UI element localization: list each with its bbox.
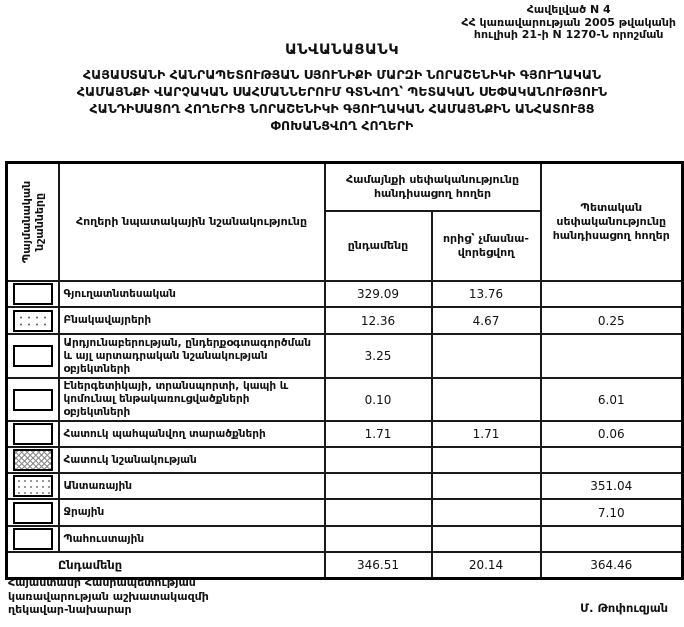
signatory-title-line: Հայաստանի Հանրապետության: [8, 576, 196, 589]
total-label: Ընդամենը: [7, 552, 325, 578]
state-value: 7.10: [541, 499, 683, 526]
legend-symbol: [13, 310, 53, 332]
legend-symbol: [13, 502, 53, 524]
legend-symbol-cell: [7, 281, 59, 307]
land-category-label: Հատուկ նշանակության: [59, 447, 325, 473]
header-symbols-label: Պայմանական նշանները: [19, 180, 46, 264]
document-title: [0, 66, 684, 134]
signatory-name: Մ. Թոփուզյան: [580, 601, 668, 615]
header-state: Պետական սեփականությունը հանդիսացող հողեր: [541, 163, 683, 282]
land-category-label: Էներգետիկայի, տրանսպորտի, կապի և կոմունալ ենթակառուցվածքների օբյեկտների: [59, 378, 325, 421]
land-category-label: Բնակավայրերի: [59, 307, 325, 334]
state-value: [541, 281, 683, 307]
table-row: [7, 334, 683, 378]
land-category-label: Գյուղատնտեսական: [59, 281, 325, 307]
table-row: [7, 281, 683, 307]
nonprivatized-value: 4.67: [432, 307, 541, 334]
total-state-value: 364.46: [541, 552, 683, 578]
legend-symbol-cell: [7, 334, 59, 378]
legend-symbol-cell: [7, 499, 59, 526]
appendix-line: ՀՀ կառավարության 2005 թվականի: [461, 15, 676, 29]
legend-symbol: [13, 283, 53, 305]
community-total-value: [325, 447, 432, 473]
land-category-label: Անտառային: [59, 473, 325, 499]
community-total-value: [325, 473, 432, 499]
appendix-line: հուլիսի 21-ի N 1270-Ն որոշման: [473, 28, 664, 41]
legend-symbol-cell: [7, 447, 59, 473]
nonprivatized-value: [432, 334, 541, 378]
community-total-value: [325, 526, 432, 552]
table-row: [7, 421, 683, 447]
legend-symbol: [13, 389, 53, 411]
table-row: [7, 378, 683, 421]
land-category-label: Պահուստային: [59, 526, 325, 552]
appendix-reference: [461, 4, 676, 42]
total-nonprivatized-value: 20.14: [432, 552, 541, 578]
state-value: [541, 334, 683, 378]
table-row: [7, 307, 683, 334]
total-community-value: 346.51: [325, 552, 432, 578]
legend-symbol-cell: [7, 526, 59, 552]
state-value: 351.04: [541, 473, 683, 499]
signatory-title-line: ղեկավար-նախարար: [8, 603, 132, 616]
header-nonprivatized-line: որից՝ չմասնա-: [442, 232, 529, 245]
table-row: [7, 447, 683, 473]
legend-symbol-cell: [7, 473, 59, 499]
land-category-label: Ջրային: [59, 499, 325, 526]
state-value: 6.01: [541, 378, 683, 421]
signatory-title-block: [8, 576, 209, 617]
nonprivatized-value: [432, 378, 541, 421]
header-nonprivatized-line: վորեցվող: [457, 246, 515, 259]
header-community-nonprivatized: [432, 211, 541, 281]
community-total-value: 12.36: [325, 307, 432, 334]
state-value: [541, 447, 683, 473]
land-transfer-table: [5, 161, 684, 580]
legend-symbol-cell: [7, 421, 59, 447]
legend-symbol-cell: [7, 378, 59, 421]
header-symbols: [7, 163, 59, 282]
table-row: [7, 473, 683, 499]
nonprivatized-value: 1.71: [432, 421, 541, 447]
document-heading: ԱՆՎԱՆԱՑԱՆԿ: [284, 42, 400, 58]
community-total-value: [325, 499, 432, 526]
legend-symbol: [13, 528, 53, 550]
land-category-label: Արդյունաբերության, ընդերքօգտագործման և այլ արտադրական նշանակության օբյեկտների: [59, 334, 325, 378]
signatory-title-line: կառավարության աշխատակազմի: [8, 589, 209, 603]
community-total-value: 3.25: [325, 334, 432, 378]
title-line: ՀԱՅԱՍՏԱՆԻ ՀԱՆՐԱՊԵՏՈՒԹՅԱՆ ՍՅՈՒՆԻՔԻ ՄԱՐԶԻ ՆՈՐԱՇԵՆԻԿԻ ԳՅՈՒՂԱԿԱՆ: [82, 67, 602, 82]
land-category-label: Հատուկ պահպանվող տարածքների: [59, 421, 325, 447]
title-line: ՓՈԽԱՆՑՎՈՂ ՀՈՂԵՐԻ: [270, 118, 414, 133]
title-line: ՀԱՄԱՅՆՔԻ ՎԱՐՉԱԿԱՆ ՍԱՀՄԱՆՆԵՐՈՒՄ ԳՏՆՎՈՂ՝ ՊԵՏԱԿԱՆ ՍԵՓԱԿԱՆՈՒԹՅՈՒՆ: [76, 84, 608, 99]
legend-symbol-cell: [7, 307, 59, 334]
state-value: 0.06: [541, 421, 683, 447]
header-community-total: ընդամենը: [325, 211, 432, 281]
header-community-group: Համայնքի սեփականությունը հանդիսացող հողեր: [325, 163, 541, 212]
appendix-line: Հավելված N 4: [526, 3, 611, 16]
community-total-value: 0.10: [325, 378, 432, 421]
title-line: ՀԱՆԴԻՍԱՑՈՂ ՀՈՂԵՐԻՑ ՆՈՐԱՇԵՆԻԿԻ ԳՅՈՒՂԱԿԱՆ ՀԱՄԱՅՆՔԻՆ ԱՆՀԱՏՈՒՅՑ: [89, 101, 595, 116]
community-total-value: 1.71: [325, 421, 432, 447]
state-value: [541, 526, 683, 552]
legend-symbol: [13, 345, 53, 367]
state-value: 0.25: [541, 307, 683, 334]
table-row: [7, 526, 683, 552]
header-purpose: Հողերի նպատակային նշանակությունը: [59, 163, 325, 282]
nonprivatized-value: 13.76: [432, 281, 541, 307]
nonprivatized-value: [432, 499, 541, 526]
nonprivatized-value: [432, 473, 541, 499]
table-row: [7, 499, 683, 526]
legend-symbol: [13, 423, 53, 445]
nonprivatized-value: [432, 526, 541, 552]
nonprivatized-value: [432, 447, 541, 473]
community-total-value: 329.09: [325, 281, 432, 307]
total-row: [7, 552, 683, 578]
legend-symbol: [13, 475, 53, 497]
legend-symbol: [13, 449, 53, 471]
